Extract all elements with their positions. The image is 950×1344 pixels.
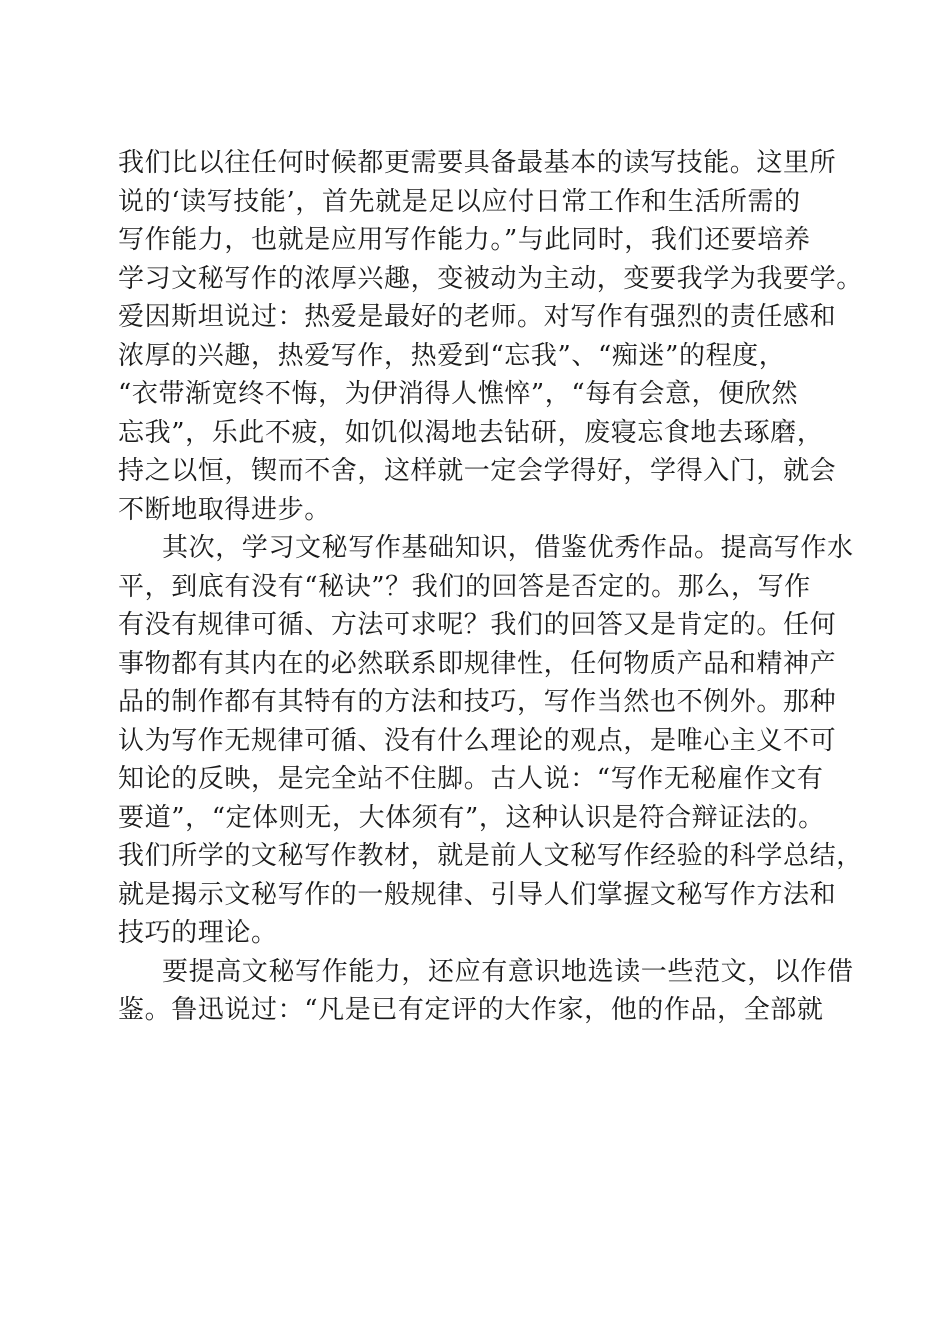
text-line: 不断地取得进步。 — [118, 494, 331, 525]
text-line: 我们比以往任何时候都更需要具备最基本的读写技能。这里所 — [118, 148, 837, 178]
text-line: 有没有规律可循、方法可求呢？我们的回答又是肯定的。任何 — [118, 610, 837, 640]
text-line: 爱因斯坦说过：热爱是最好的老师。对写作有强烈的责任感和 — [118, 302, 837, 332]
paragraph-first-line: 要提高文秘写作能力，还应有意识地选读一些范文，以作借 — [162, 956, 854, 987]
text-line: 我们所学的文秘写作教材，就是前人文秘写作经验的科学总结， — [118, 841, 863, 871]
text-line: 鉴。鲁迅说过：“凡是已有定评的大作家，他的作品，全部就 — [118, 995, 824, 1025]
document-body — [118, 144, 863, 1030]
text-line: 忘我”，乐此不疲，如饥似渴地去钻研，废寝忘食地去琢磨， — [118, 417, 824, 448]
text-line: 品的制作都有其特有的方法和技巧，写作当然也不例外。那种 — [118, 687, 837, 717]
text-line: 知论的反映，是完全站不住脚。古人说：“写作无秘雇作文有 — [118, 764, 824, 794]
paragraph-first-line: 其次，学习文秘写作基础知识，借鉴优秀作品。提高写作水 — [162, 533, 854, 563]
text-line: 要道”，“定体则无，大体须有”，这种认识是符合辩证法的。 — [118, 802, 825, 833]
text-line: 事物都有其内在的必然联系即规律性，任何物质产品和精神产 — [118, 648, 837, 679]
text-line: 说的‘读写技能’，首先就是足以应付日常工作和生活所需的 — [118, 186, 801, 217]
text-line: 持之以恒，锲而不舍，这样就一定会学得好，学得入门，就会 — [118, 456, 837, 486]
text-line: 技巧的理论。 — [118, 918, 278, 948]
text-line: 学习文秘写作的浓厚兴趣，变被动为主动，变要我学为我要学。 — [118, 263, 863, 294]
text-line: 写作能力，也就是应用写作能力。”与此同时，我们还要培养 — [118, 225, 811, 255]
text-line: 就是揭示文秘写作的一般规律、引导人们掌握文秘写作方法和 — [118, 879, 837, 910]
text-line: 浓厚的兴趣，热爱写作，热爱到“忘我”、“痴迷”的程度， — [118, 340, 786, 371]
text-line: 认为写作无规律可循、没有什么理论的观点，是唯心主义不可 — [118, 725, 837, 756]
text-line: 平，到底有没有“秘诀”？我们的回答是否定的。那么，写作 — [118, 571, 811, 602]
text-line: “衣带渐宽终不悔，为伊消得人憔悴”，“每有会意，便欣然 — [118, 379, 799, 409]
